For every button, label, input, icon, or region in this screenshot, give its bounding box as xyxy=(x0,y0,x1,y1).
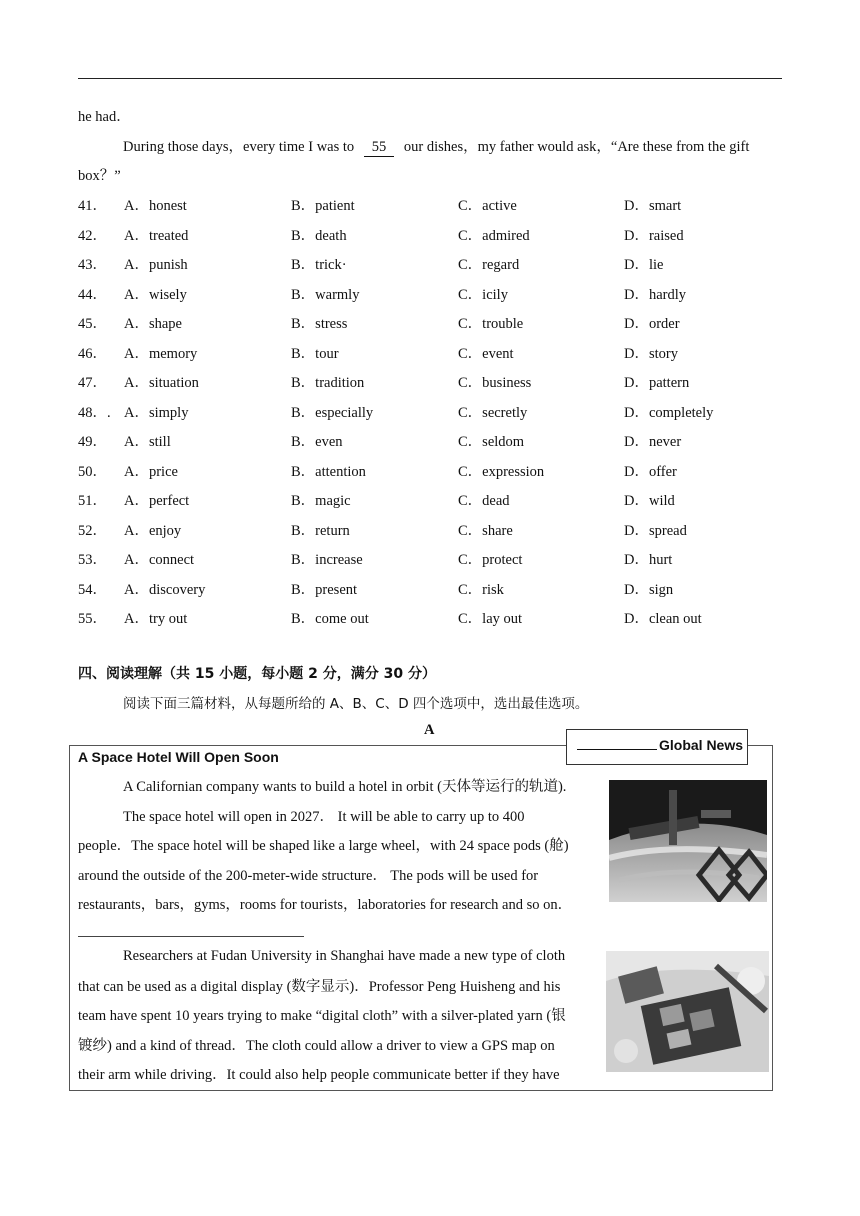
option-c: C．admired xyxy=(458,228,530,244)
option-d: D．never xyxy=(624,434,682,450)
option-a: A．simply xyxy=(124,405,189,421)
article2-line: Researchers at Fudan University in Shanghai have made a new type of cloth xyxy=(123,948,566,964)
answer-blank-55: 55 xyxy=(364,139,395,157)
option-c: C．dead xyxy=(458,493,510,509)
question-number: 44． xyxy=(78,287,107,303)
question-number: 41． xyxy=(78,198,107,214)
option-b: B．death xyxy=(291,228,347,244)
passage-label: A xyxy=(424,722,435,738)
option-c: C．icily xyxy=(458,287,508,303)
article1-line: restaurants，bars，gyms，rooms for tourists，laboratories for research and so on． xyxy=(78,897,573,913)
option-a: A．discovery xyxy=(124,582,206,598)
article2-line: 镀纱) and a kind of thread．The cloth could allow a driver to view a GPS map on xyxy=(78,1038,555,1054)
section-title: 四、阅读理解（共 15 小题，每小题 2 分，满分 30 分） xyxy=(78,666,436,682)
option-d: D．order xyxy=(624,316,680,332)
option-b: B．present xyxy=(291,582,358,598)
option-b: B．come out xyxy=(291,611,369,627)
option-c: C．risk xyxy=(458,582,504,598)
option-b: B．tour xyxy=(291,346,339,362)
option-c: C．secretly xyxy=(458,405,528,421)
option-c: C．active xyxy=(458,198,517,214)
article1-line: people．The space hotel will be shaped like a large wheel，with 24 space pods (舱) xyxy=(78,838,569,854)
option-c: C．business xyxy=(458,375,532,391)
header-blank xyxy=(577,749,657,750)
option-b: B．trick· xyxy=(291,257,347,273)
question-number: 54． xyxy=(78,582,107,598)
space-station-photo xyxy=(609,780,767,902)
article2-line: that can be used as a digital display (数字显示)．Professor Peng Huisheng and his xyxy=(78,979,561,995)
article1-line: A Californian company wants to build a hotel in orbit (天体等运行的轨道). xyxy=(123,779,567,795)
question-number: 47． xyxy=(78,375,107,391)
option-a: A．wisely xyxy=(124,287,187,303)
option-b: B．magic xyxy=(291,493,351,509)
header-rule xyxy=(78,78,782,79)
option-b: B．tradition xyxy=(291,375,365,391)
news-header-label: Global News xyxy=(659,737,744,753)
option-d: D．raised xyxy=(624,228,684,244)
option-b: B．attention xyxy=(291,464,366,480)
option-a: A．price xyxy=(124,464,178,480)
passage-line-2-start: During those days，every time I was to xyxy=(123,139,355,155)
option-d: D．sign xyxy=(624,582,674,598)
option-b: B．even xyxy=(291,434,343,450)
option-c: C．trouble xyxy=(458,316,524,332)
news-header xyxy=(566,729,748,765)
option-a: A．honest xyxy=(124,198,187,214)
option-c: C．share xyxy=(458,523,513,539)
section-instruction: 阅读下面三篇材料，从每题所给的 A、B、C、D 四个选项中，选出最佳选项。 xyxy=(123,696,589,712)
option-d: D．clean out xyxy=(624,611,702,627)
question-number: 43． xyxy=(78,257,107,273)
option-a: A．treated xyxy=(124,228,189,244)
option-d: D．story xyxy=(624,346,678,362)
option-c: C．event xyxy=(458,346,514,362)
option-a: A．still xyxy=(124,434,171,450)
option-d: D．pattern xyxy=(624,375,690,391)
option-b: B．return xyxy=(291,523,350,539)
question-number: 48．. xyxy=(78,405,111,421)
option-b: B．stress xyxy=(291,316,348,332)
question-number: 42． xyxy=(78,228,107,244)
option-a: A．situation xyxy=(124,375,199,391)
option-d: D．wild xyxy=(624,493,675,509)
question-number: 50． xyxy=(78,464,107,480)
passage-line-2 xyxy=(123,135,749,157)
option-c: C．expression xyxy=(458,464,545,480)
option-a: A．enjoy xyxy=(124,523,182,539)
option-d: D．hardly xyxy=(624,287,687,303)
question-number: 53． xyxy=(78,552,107,568)
option-d: D．lie xyxy=(624,257,664,273)
option-b: B．warmly xyxy=(291,287,360,303)
question-number: 55． xyxy=(78,611,107,627)
passage-line-1: he had． xyxy=(78,109,131,125)
question-number: 46． xyxy=(78,346,107,362)
passage-line-2-end: our dishes，my father would ask，“Are these from the gift xyxy=(403,139,750,155)
option-a: A．connect xyxy=(124,552,195,568)
option-c: C．lay out xyxy=(458,611,523,627)
article-divider xyxy=(78,936,304,937)
article2-line: their arm while driving．It could also help people communicate better if they have xyxy=(78,1067,560,1083)
question-number: 45． xyxy=(78,316,107,332)
passage-line-3: box？” xyxy=(78,168,121,184)
question-number: 52． xyxy=(78,523,107,539)
option-c: C．seldom xyxy=(458,434,525,450)
option-d: D．completely xyxy=(624,405,714,421)
option-b: B．especially xyxy=(291,405,374,421)
article1-line: around the outside of the 200-meter-wide structure． The pods will be used for xyxy=(78,868,539,884)
option-c: C．protect xyxy=(458,552,523,568)
option-a: A．perfect xyxy=(124,493,190,509)
option-d: D．smart xyxy=(624,198,682,214)
option-a: A．punish xyxy=(124,257,188,273)
article2-line: team have spent 10 years trying to make “digital cloth” with a silver-plated yarn (银 xyxy=(78,1008,566,1024)
digital-cloth-photo xyxy=(606,951,769,1072)
option-d: D．spread xyxy=(624,523,687,539)
option-b: B．patient xyxy=(291,198,355,214)
option-b: B．increase xyxy=(291,552,363,568)
option-a: A．memory xyxy=(124,346,198,362)
question-number: 51． xyxy=(78,493,107,509)
article1-line: The space hotel will open in 2027． It will be able to carry up to 400 xyxy=(123,809,525,825)
question-number: 49． xyxy=(78,434,107,450)
option-a: A．shape xyxy=(124,316,182,332)
option-d: D．offer xyxy=(624,464,677,480)
option-c: C．regard xyxy=(458,257,520,273)
option-d: D．hurt xyxy=(624,552,673,568)
option-a: A．try out xyxy=(124,611,188,627)
article-title: A Space Hotel Will Open Soon xyxy=(78,749,279,765)
